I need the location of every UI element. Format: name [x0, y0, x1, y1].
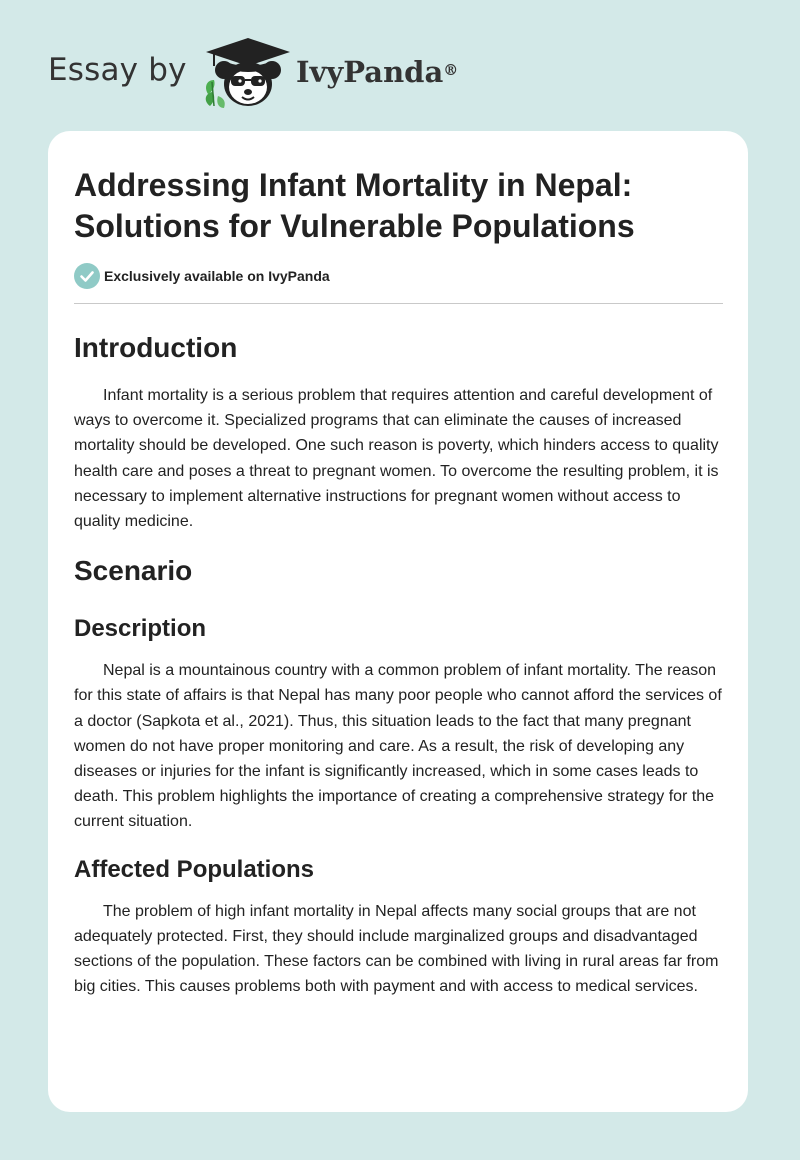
- essay-content: [74, 321, 724, 999]
- essay-by-label: Essay by: [48, 52, 187, 88]
- paragraph-affected-populations: The problem of high infant mortality in Nepal affects many social groups that are not adequately protected. First, they should include marginalized groups and disadvantaged sections of the population. These factors can be combined with living in rural areas far from big cities. This causes problems both with payment and with access to medical services.: [74, 902, 719, 996]
- exclusive-badge: [74, 263, 330, 289]
- paragraph-description: Nepal is a mountainous country with a common problem of infant mortality. The reason for this state of affairs is that Nepal has many poor people who cannot afford the services of a doctor (Sapkota et al., 2021). Thus, this situation leads to the fact that many pregnant women do not have proper monitoring and care. As a result, the risk of developing any diseases or injuries for the infant is significantly increased, which in some cases leads to death. This problem highlights the importance of creating a comprehensive strategy for the current situation.: [74, 662, 722, 831]
- subsection-heading-description: Description: [74, 615, 207, 643]
- essay-title: Addressing Infant Mortality in Nepal: Solutions for Vulnerable Populations: [74, 167, 635, 244]
- registered-mark: ®: [443, 61, 459, 79]
- exclusive-label: Exclusively available on IvyPanda: [104, 268, 330, 284]
- ivypanda-brand-name[interactable]: [296, 52, 458, 92]
- section-heading-scenario: Scenario: [74, 555, 193, 587]
- brand-text: IvyPanda: [296, 55, 444, 89]
- paragraph-introduction: Infant mortality is a serious problem that requires attention and careful development of ways to overcome it. Specialized programs that can eliminate the causes of increased mortality should be developed. One such reason is poverty, which hinders access to quality health care and poses a threat to pregnant women. To overcome the resulting problem, it is necessary to implement alternative instructions for pregnant women without access to quality medicine.: [74, 387, 719, 531]
- section-heading-introduction: Introduction: [74, 332, 238, 363]
- check-circle-icon: [74, 263, 100, 289]
- essay-card: [48, 131, 748, 1112]
- site-header: [0, 0, 800, 120]
- divider: [74, 303, 723, 304]
- subsection-heading-affected-populations: Affected Populations: [74, 855, 315, 883]
- panda-logo-icon: [202, 36, 294, 110]
- ivypanda-logo[interactable]: [202, 36, 294, 110]
